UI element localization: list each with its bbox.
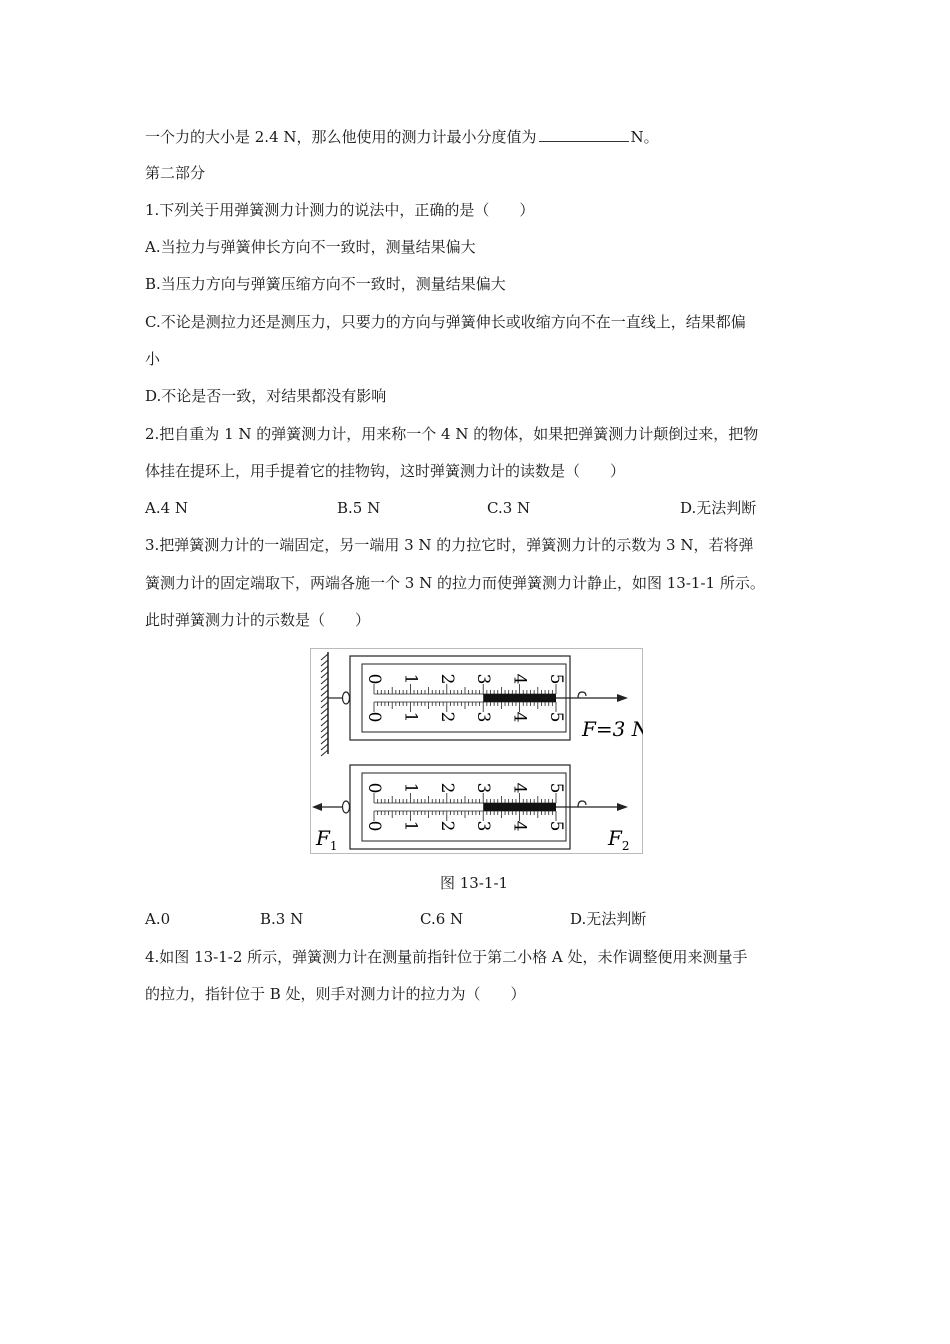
scale-number: 4 [509, 673, 530, 685]
scale-number: 4 [509, 782, 530, 794]
text-line: 一个力的大小是 2.4 N，那么他使用的测力计最小分度值为 [145, 128, 537, 146]
text-line: N。 [630, 128, 659, 146]
scale-number: 5 [546, 673, 566, 685]
question-2-cont: 体挂在提环上，用手提着它的挂物钩，这时弹簧测力计的读数是（ ） [145, 462, 626, 480]
question-4-cont: 的拉力，指针位于 B 处，则手对测力计的拉力为（ ） [145, 985, 526, 1003]
question-2: 2.把自重为 1 N 的弹簧测力计，用来称一个 4 N 的物体，如果把弹簧测力计颠倒过来，把物 [145, 425, 759, 443]
question-3: 3.把弹簧测力计的一端固定，另一端用 3 N 的力拉它时，弹簧测力计的示数为 3 N，若将弹 [145, 536, 754, 554]
scale-number: 2 [436, 673, 457, 685]
spring-scale-diagram [310, 648, 643, 854]
scale-number: 5 [546, 820, 566, 832]
scale-number: 5 [546, 711, 566, 723]
q2-option-a: A.4 N [145, 499, 189, 517]
question-1: 1.下列关于用弹簧测力计测力的说法中，正确的是（ ） [145, 201, 535, 219]
q1-option-c: C.不论是测拉力还是测压力，只要力的方向与弹簧伸长或收缩方向不在一直线上，结果都偏 [145, 313, 746, 331]
scale-number: 4 [509, 711, 530, 723]
q3-option-a: A.0 [145, 910, 171, 928]
q2-option-d: D.无法判断 [680, 499, 757, 517]
q1-option-c-cont: 小 [145, 350, 161, 368]
scale-number: 3 [473, 711, 494, 723]
scale-number: 2 [436, 782, 457, 794]
scale-number: 4 [509, 820, 530, 832]
scale-number: 1 [400, 673, 421, 685]
indicator-bar [483, 694, 556, 702]
force-label-top: F=3 N [582, 717, 643, 741]
spring-scale-figure [310, 648, 643, 854]
q3-option-c: C.6 N [420, 910, 464, 928]
scale-number: 2 [436, 711, 457, 723]
q2-option-b: B.5 N [337, 499, 381, 517]
answer-blank[interactable] [539, 126, 629, 142]
q3-option-b: B.3 N [260, 910, 304, 928]
pull-ring [343, 692, 350, 704]
scale-number: 3 [473, 782, 494, 794]
force-label-f2: $F_2$ [608, 826, 630, 853]
section-title: 第二部分 [145, 164, 206, 182]
q2-option-c: C.3 N [487, 499, 531, 517]
scale-number: 3 [473, 673, 494, 685]
scale-number: 1 [400, 782, 421, 794]
pull-ring [343, 801, 350, 813]
force-label-f1: $F_1$ [316, 826, 338, 853]
scale-number: 1 [400, 820, 421, 832]
scale-number: 0 [364, 673, 384, 685]
q1-option-d: D.不论是否一致，对结果都没有影响 [145, 387, 387, 405]
scale-number: 0 [364, 782, 384, 794]
prev-question-tail [145, 126, 659, 147]
scale-number: 2 [436, 820, 457, 832]
indicator-bar [483, 803, 556, 811]
scale-number: 3 [473, 820, 494, 832]
scale-number: 0 [364, 820, 384, 832]
question-3-cont2: 此时弹簧测力计的示数是（ ） [145, 611, 371, 629]
q1-option-a: A.当拉力与弹簧伸长方向不一致时，测量结果偏大 [145, 238, 476, 256]
scale-number: 5 [546, 782, 566, 794]
scale-number: 0 [364, 711, 384, 723]
scale-number: 1 [400, 711, 421, 723]
q3-option-d: D.无法判断 [570, 910, 647, 928]
question-4: 4.如图 13-1-2 所示，弹簧测力计在测量前指针位于第二小格 A 处，未作调整便用来测量手 [145, 948, 748, 966]
question-3-cont: 簧测力计的固定端取下，两端各施一个 3 N 的拉力而使弹簧测力计静止，如图 13-1-1 所示。 [145, 574, 765, 592]
figure-caption: 图 13-1-1 [440, 874, 509, 892]
q1-option-b: B.当压力方向与弹簧压缩方向不一致时，测量结果偏大 [145, 275, 506, 293]
